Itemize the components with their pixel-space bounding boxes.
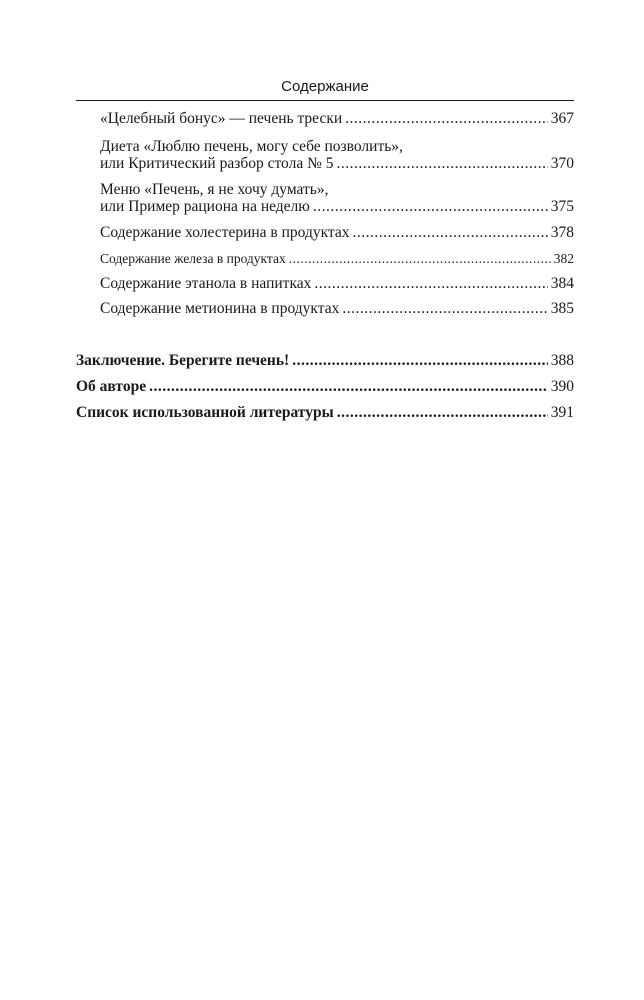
toc-entry-page: 388: [550, 352, 574, 369]
toc-entry-page: 391: [550, 404, 574, 421]
toc-entry-conclusion[interactable]: [76, 351, 574, 370]
toc-entry-page: 390: [550, 378, 574, 395]
toc-entry-cod-liver[interactable]: [100, 109, 574, 128]
toc-leader: [289, 249, 551, 268]
toc-entry-iron[interactable]: [100, 249, 574, 268]
toc-entry-page: 385: [550, 300, 574, 317]
toc-leader: [313, 197, 548, 216]
toc-entry-page: 367: [550, 110, 574, 127]
toc-entry-title: Об авторе: [76, 378, 147, 395]
toc-entry-title: «Целебный бонус» — печень трески: [100, 110, 343, 127]
toc-leader: [292, 351, 548, 370]
toc-entry-cholesterol[interactable]: [100, 223, 574, 242]
toc-entry-title: Содержание этанола в напитках: [100, 275, 312, 292]
toc-leader: [314, 274, 547, 293]
toc-entry-about-author[interactable]: [76, 377, 574, 396]
toc-entry-title: Список использованной литературы: [76, 404, 334, 421]
toc-leader: [337, 154, 548, 173]
toc-entry-title: Содержание железа в продуктах: [100, 251, 286, 266]
toc-entry-diet-table5[interactable]: [100, 154, 574, 173]
toc-leader: [345, 109, 548, 128]
running-header: Содержание: [281, 78, 369, 95]
toc-entry-title: Содержание холестерина в продуктах: [100, 224, 350, 241]
toc-entry-title: Содержание метионина в продуктах: [100, 300, 340, 317]
toc-entry-menu-week[interactable]: [100, 197, 574, 216]
toc-leader: [149, 377, 548, 396]
toc-entry-bibliography[interactable]: [76, 403, 574, 422]
header-rule: [76, 100, 574, 101]
toc-entry-title: или Пример рациона на неделю: [100, 198, 310, 215]
toc-entry-page: 378: [550, 224, 574, 241]
toc-leader: [342, 299, 547, 318]
toc-entry-methionine[interactable]: [100, 299, 574, 318]
toc-entry-title: или Критический разбор стола № 5: [100, 155, 334, 172]
toc-entry-ethanol[interactable]: [100, 274, 574, 293]
toc-leader: [353, 223, 548, 242]
toc-leader: [337, 403, 548, 422]
toc-entry-page: 382: [553, 251, 574, 266]
toc-entry-page: 375: [550, 198, 574, 215]
toc-entry-page: 384: [550, 275, 574, 292]
toc-entry-title: Заключение. Берегите печень!: [76, 352, 290, 369]
toc-entry-diet-line1: Диета «Люблю печень, могу себе позволить»,: [100, 138, 403, 155]
toc-entry-menu-line1: Меню «Печень, я не хочу думать»,: [100, 181, 329, 198]
toc-entry-page: 370: [550, 155, 574, 172]
